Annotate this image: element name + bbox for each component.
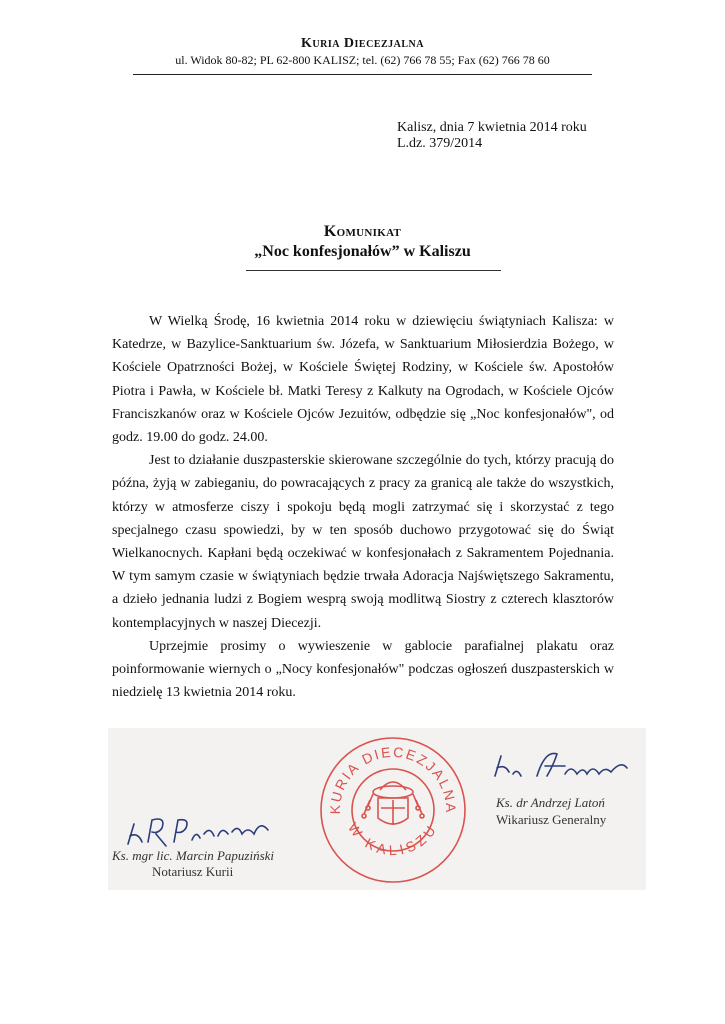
stamp-bottom-text: W KALISZU xyxy=(344,819,441,859)
body-paragraph: W Wielką Środę, 16 kwietnia 2014 roku w dziewięciu świątyniach Kalisza: w Katedrze, w Bazylice-Sanktuarium św. Józefa, w Sanktuarium Miłosierdzia Bożego, w Kościele Opatrzności Bożej, w Kościele Świętej Rodziny, w Kościele św. Apostołów Piotra i Pawła, w Kościele bł. Matki Teresy z Kalkuty na Ogrodach, w Kościele Ojców Franciszkanów oraz w Kościele Ojców Jezuitów, odbędzie się „Noc konfesjonałów", od godz. 19.00 do godz. 24.00. xyxy=(112,314,614,446)
signatory-name-left: Ks. mgr lic. Marcin Papuziński xyxy=(112,848,275,863)
body-paragraph: Uprzejmie prosimy o wywieszenie w gablocie parafialnej plakatu oraz poinformowanie wiernych o „Nocy konfesjonałów" podczas ogłoszeń duszpasterskich w niedzielę 13 kwietnia 2014 roku. xyxy=(112,638,614,701)
letterhead-address: ul. Widok 80-82; PL 62-800 KALISZ; tel. (62) 766 78 55; Fax (62) 766 78 60 xyxy=(175,53,550,67)
stamp-top-text: KURIA DIECEZJALNA xyxy=(326,743,460,815)
svg-text:W KALISZU xyxy=(345,820,441,859)
letterhead-divider xyxy=(133,74,592,75)
document-reference: L.dz. 379/2014 xyxy=(397,136,483,151)
letterhead-title: Kuria Diecezjalna xyxy=(300,36,424,51)
document-date: Kalisz, dnia 7 kwietnia 2014 roku xyxy=(397,120,587,135)
signatory-role-right: Wikariusz Generalny xyxy=(496,812,607,827)
signatory-name-right: Ks. dr Andrzej Latoń xyxy=(496,795,605,810)
document-body xyxy=(112,310,614,704)
body-paragraph: Jest to działanie duszpasterskie skierowane szczególnie do tych, którzy pracują do późna, żyją w zabieganiu, do powracających z pracy za granicą ale także do wszystkich, którzy w atmosferze ciszy i spokoju będą mogli zatrzymać się i skorzystać z tego specjalnego czasu spowiedzi, by w ten sposób duchowo przygotować się do Świąt Wielkanocnych. Kapłani będą oczekiwać w konfesjonałach z Sakramentem Pojednania. W tym samym czasie w świątyniach będzie trwała Adoracja Najświętszego Sakramentu, a dzieło jednania ludzi z Bogiem wesprą swoją modlitwą Siostry z czterech klasztorów kontemplacyjnych w naszej Diecezji. xyxy=(112,453,614,631)
signatory-role-left: Notariusz Kurii xyxy=(152,864,234,879)
document-title: Komunikat xyxy=(323,223,402,240)
document-subtitle: „Noc konfesjonałów” w Kaliszu xyxy=(254,243,471,260)
signature-scribble-right xyxy=(487,746,637,790)
official-stamp xyxy=(318,730,468,888)
heading-divider xyxy=(246,270,501,271)
